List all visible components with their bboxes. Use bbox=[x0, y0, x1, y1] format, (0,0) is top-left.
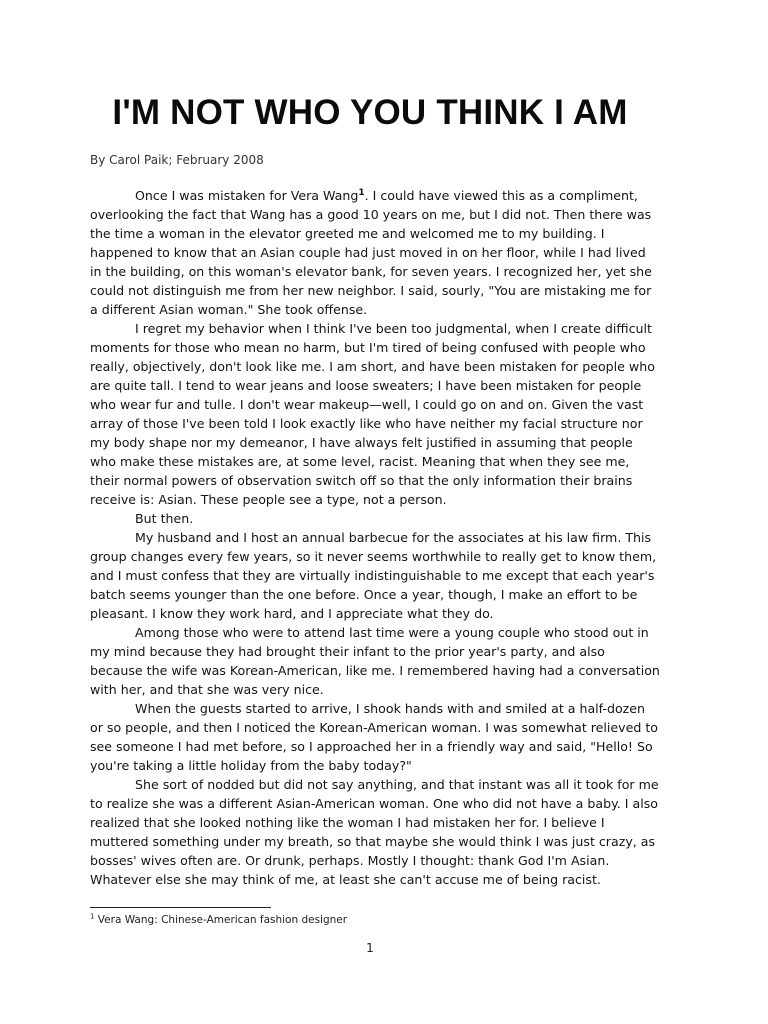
document-title: I'M NOT WHO YOU THINK I AM bbox=[112, 93, 628, 132]
paragraph-5: Among those who were to attend last time were a young couple who stood out in my mind because they had brought their infant to the prior year's party, and also because the wife was Korean-American, like me. I remembered having had a conversation with her, and that she was very nice. bbox=[90, 625, 660, 697]
paragraph-1-rest: . I could have viewed this as a compliment, overlooking the fact that Wang has a good 10 years on me, but I did not. Then there was the time a woman in the elevator greeted me and welcomed me to my building. I happened to know that an Asian couple had just moved in on her floor, while I had lived in the building, on this woman's elevator bank, for seven years. I recognized her, yet she could not distinguish me from her new neighbor. I said, sourly, "You are mistaking me for a different Asian woman." She took offense. bbox=[90, 188, 652, 317]
article-body bbox=[90, 186, 660, 889]
page-number: 1 bbox=[366, 941, 374, 955]
paragraph-1 bbox=[90, 186, 660, 319]
footnote bbox=[90, 914, 347, 926]
footnote-marker: 1 bbox=[90, 912, 95, 921]
paragraph-2: I regret my behavior when I think I've been too judgmental, when I create difficult moments for those who mean no harm, but I'm tired of being confused with people who really, objectively, don't look like me. I am short, and have been mistaken for people who are quite tall. I tend to wear jeans and loose sweaters; I have been mistaken for people who wear fur and tulle. I don't wear makeup—well, I could go on and on. Given the vast array of those I've been told I look exactly like who have neither my facial structure nor my body shape nor my demeanor, I have always felt justified in assuming that people who make these mistakes are, at some level, racist. Meaning that when they see me, their normal powers of observation switch off so that the only information their brains receive is: Asian. These people see a type, not a person. bbox=[90, 321, 655, 507]
footnote-reference[interactable]: 1 bbox=[358, 187, 365, 198]
paragraph-7: She sort of nodded but did not say anything, and that instant was all it took for me to realize she was a different Asian-American woman. One who did not have a baby. I also realized that she looked nothing like the woman I had mistaken her for. I believe I muttered something under my breath, so that maybe she would think I was just crazy, as bosses' wives often are. Or drunk, perhaps. Mostly I thought: thank God I'm Asian. Whatever else she may think of me, at least she can't accuse me of being racist. bbox=[90, 777, 659, 887]
byline: By Carol Paik; February 2008 bbox=[90, 153, 264, 167]
paragraph-3: But then. bbox=[135, 511, 194, 526]
footnote-separator bbox=[90, 907, 271, 908]
paragraph-6: When the guests started to arrive, I shook hands with and smiled at a half-dozen or so people, and then I noticed the Korean-American woman. I was somewhat relieved to see someone I had met before, so I approached her in a friendly way and said, "Hello! So you're taking a little holiday from the baby today?" bbox=[90, 701, 659, 773]
paragraph-1-start: Once I was mistaken for Vera Wang bbox=[135, 188, 359, 203]
footnote-text: Vera Wang: Chinese-American fashion designer bbox=[94, 914, 348, 926]
paragraph-4: My husband and I host an annual barbecue for the associates at his law firm. This group changes every few years, so it never seems worthwhile to really get to know them, and I must confess that they are virtually indistinguishable to me except that each year's batch seems younger than the one before. Once a year, though, I make an effort to be pleasant. I know they work hard, and I appreciate what they do. bbox=[90, 530, 657, 621]
